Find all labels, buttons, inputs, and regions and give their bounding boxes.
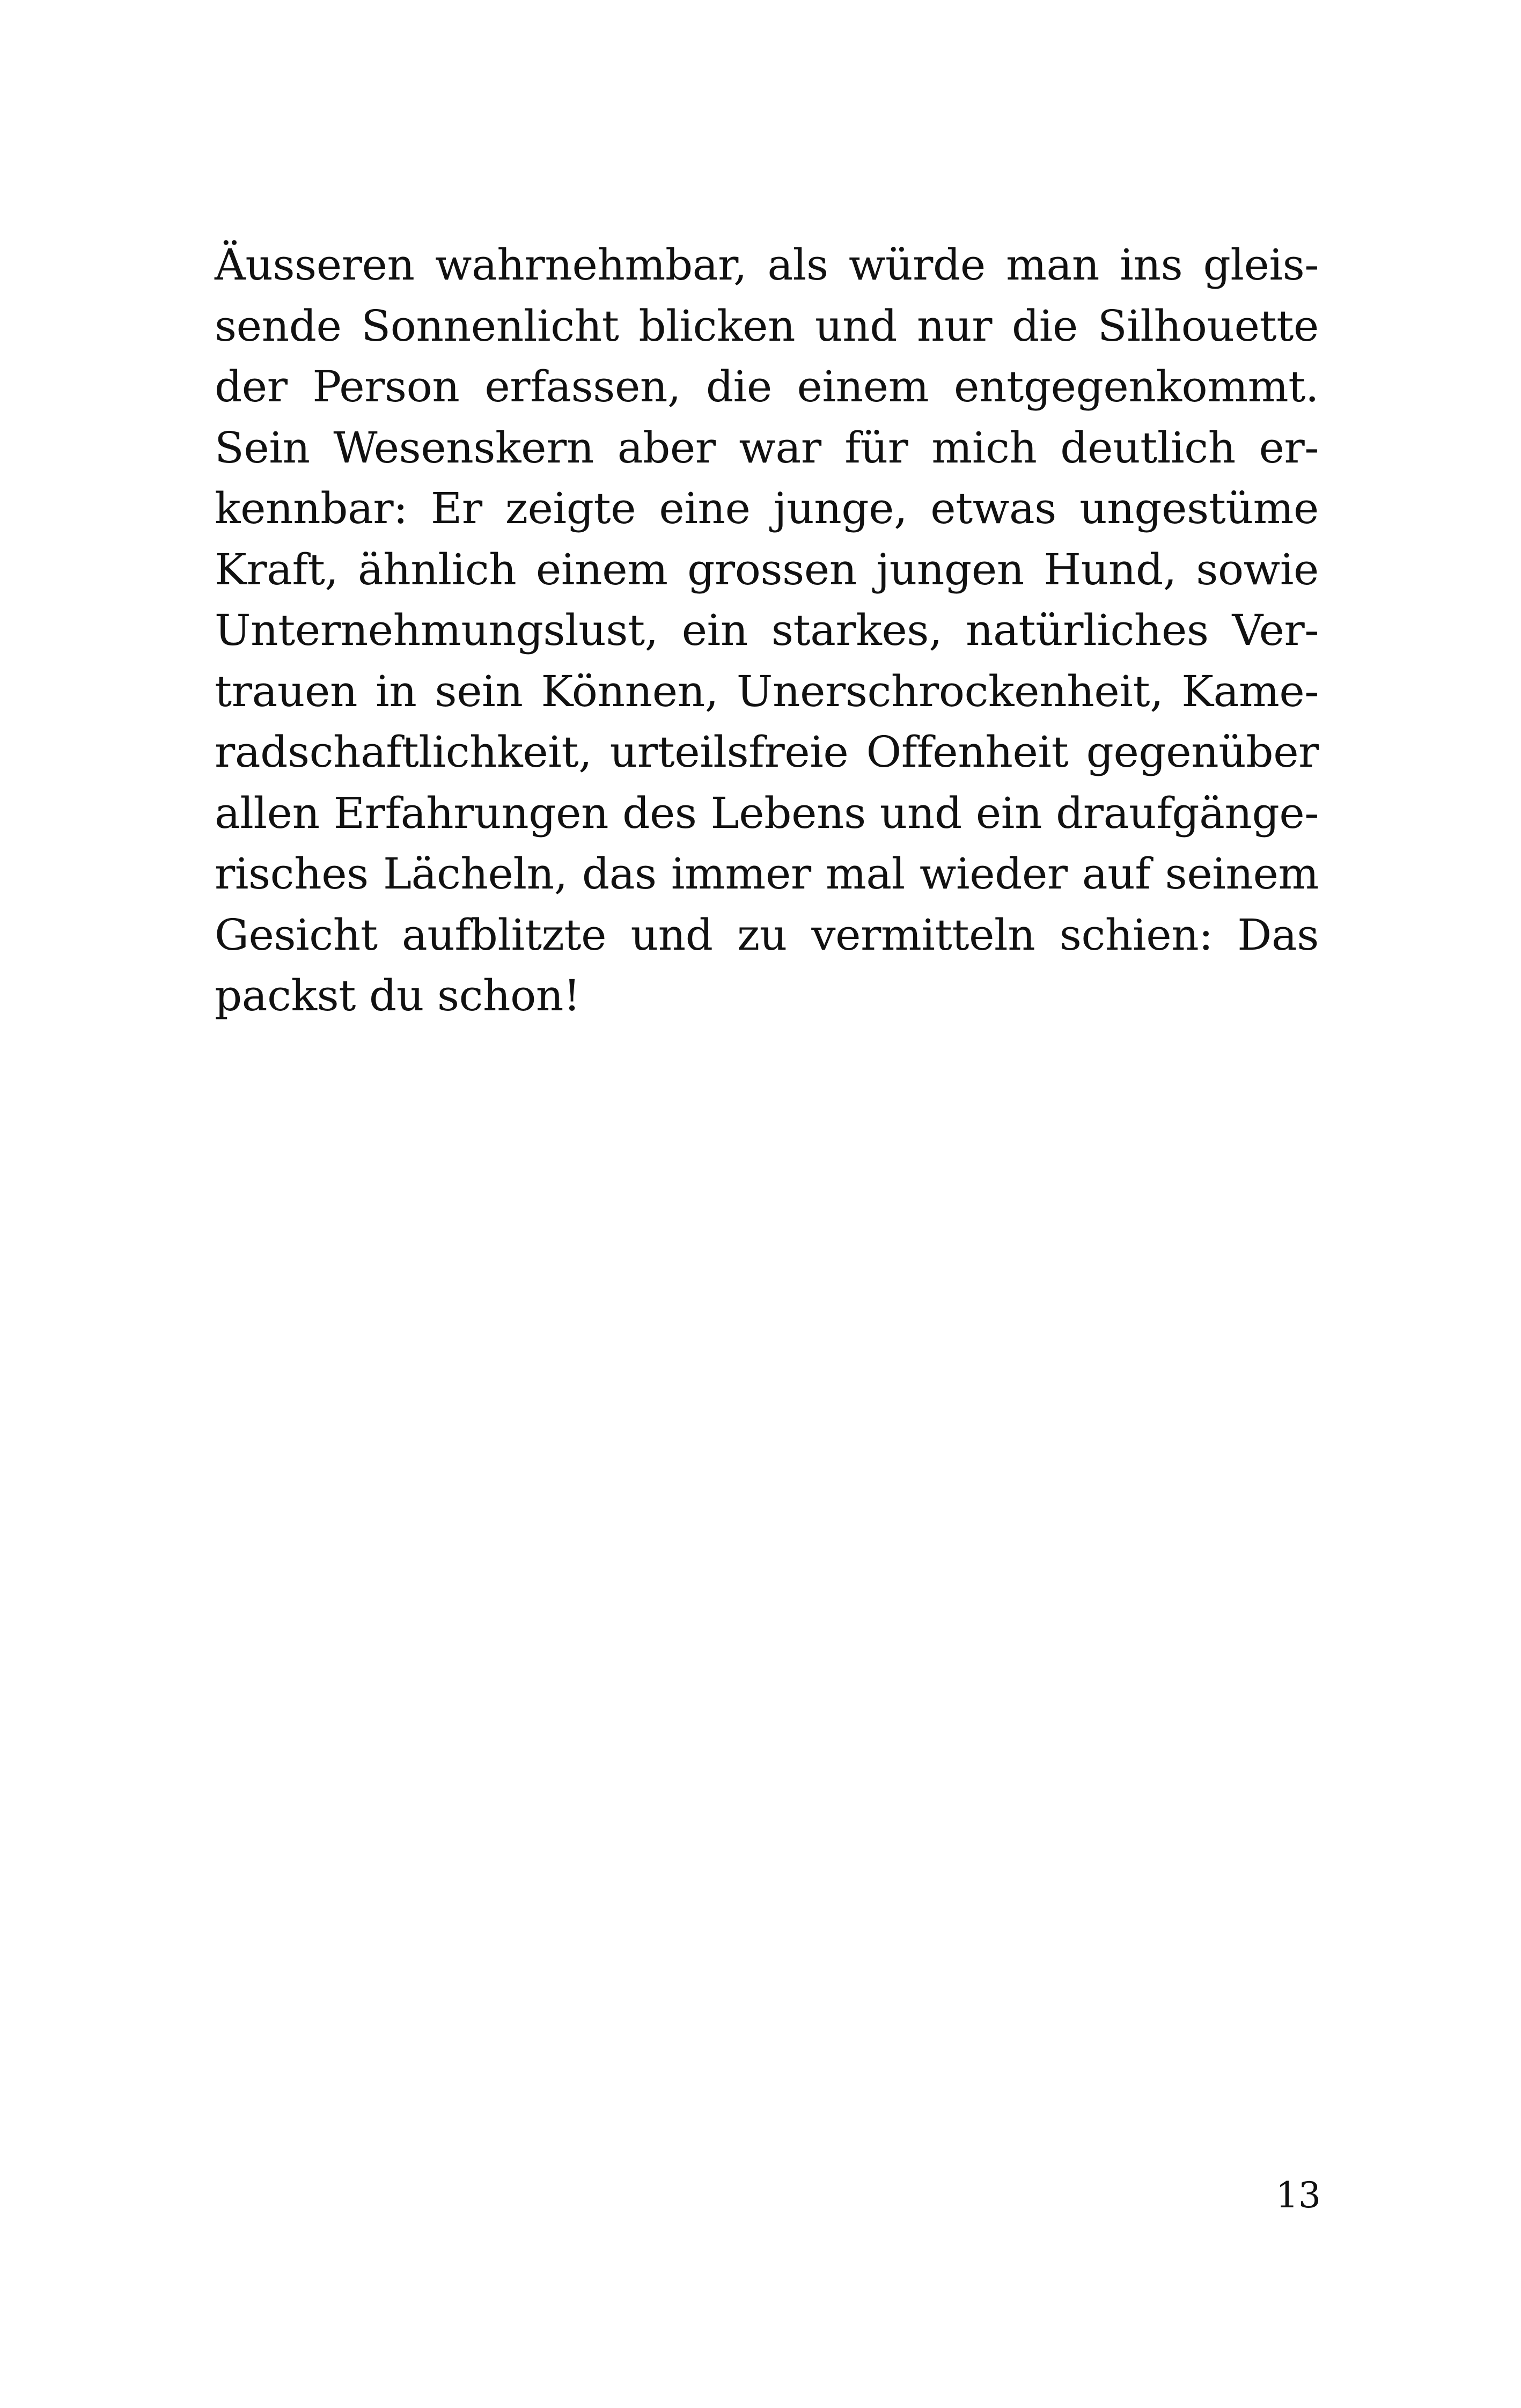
text-line: Gesicht aufblitzte und zu vermitteln schien: Das: [215, 909, 1319, 960]
text-line: Sein Wesenskern aber war für mich deutlich er-: [215, 422, 1319, 473]
text-line: sende Sonnenlicht blicken und nur die Silhouette: [215, 300, 1319, 351]
text-line: radschaftlichkeit, urteilsfreie Offenheit gegenüber: [215, 727, 1319, 777]
text-line: Kraft, ähnlich einem grossen jungen Hund, sowie: [215, 544, 1319, 594]
text-line: risches Lächeln, das immer mal wieder auf seinem: [215, 849, 1319, 899]
page-number: 13: [1276, 2175, 1321, 2216]
text-line: trauen in sein Können, Unerschrockenheit, Kame-: [215, 666, 1319, 716]
text-line: Unternehmungslust, ein starkes, natürliches Ver-: [215, 605, 1319, 655]
text-line: der Person erfassen, die einem entgegenkommt.: [215, 362, 1319, 412]
text-line: Äusseren wahrnehmbar, als würde man ins gleis-: [215, 240, 1319, 290]
text-line: kennbar: Er zeigte eine junge, etwas ungestüme: [215, 483, 1319, 533]
text-line: packst du schon!: [215, 971, 581, 1021]
body-paragraph: [215, 234, 1319, 1026]
text-line: allen Erfahrungen des Lebens und ein draufgänge-: [215, 788, 1319, 838]
